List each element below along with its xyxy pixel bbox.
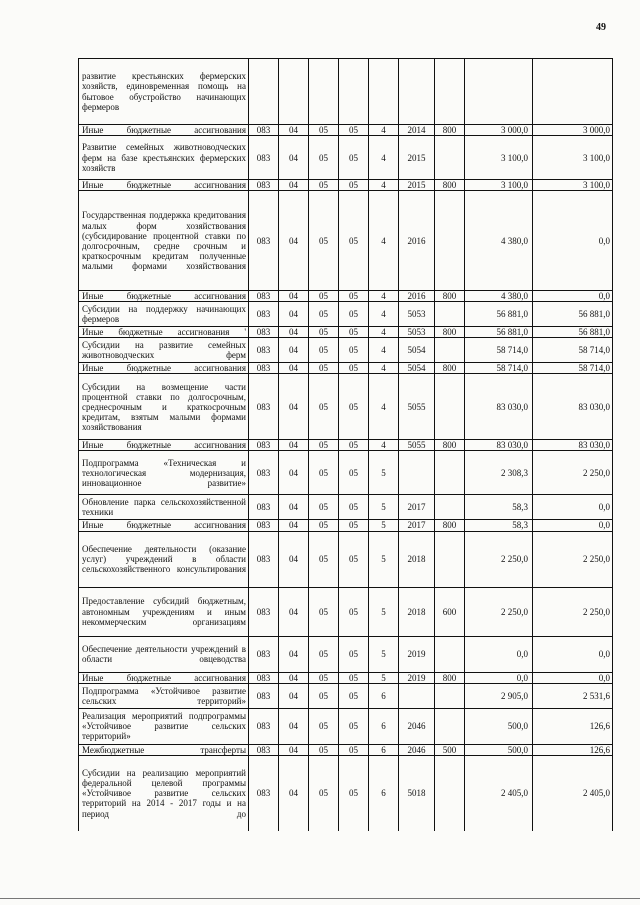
cell-program-code: 05 xyxy=(339,451,369,495)
cell-subsection-code: 05 xyxy=(309,191,339,291)
cell-subsection-code: 05 xyxy=(309,520,339,531)
cell-amount: 0,0 xyxy=(465,636,533,672)
cell-amount: 0,0 xyxy=(465,672,533,683)
cell-expense-type-code: 800 xyxy=(435,520,465,531)
cell-section-code: 04 xyxy=(279,302,309,327)
cell-section-code: 04 xyxy=(279,327,309,338)
cell-subprogram-code: 4 xyxy=(369,125,399,136)
cell-ministry-code: 083 xyxy=(249,744,279,755)
cell-activity-code xyxy=(399,59,435,125)
cell-subsection-code: 05 xyxy=(309,672,339,683)
cell-ministry-code: 083 xyxy=(249,672,279,683)
cell-name: Развитие семейных животноводческих ферм на базе крестьянских фермерских хозяйств xyxy=(79,136,249,180)
cell-activity-code: 5053 xyxy=(399,302,435,327)
cell-ministry-code: 083 xyxy=(249,136,279,180)
table-row xyxy=(79,636,613,672)
cell-name: Иные бюджетные ассигнования ' xyxy=(79,327,249,338)
cell-activity-code: 2017 xyxy=(399,495,435,520)
cell-program-code: 05 xyxy=(339,587,369,636)
cell-ministry-code: 083 xyxy=(249,374,279,440)
cell-section-code: 04 xyxy=(279,338,309,363)
cell-subprogram-code: 5 xyxy=(369,520,399,531)
cell-subsection-code: 05 xyxy=(309,338,339,363)
cell-subsection-code xyxy=(309,59,339,125)
cell-program-code: 05 xyxy=(339,327,369,338)
cell-activity-code: 2018 xyxy=(399,587,435,636)
cell-plan: 56 881,0 xyxy=(533,327,613,338)
cell-expense-type-code xyxy=(435,374,465,440)
table-row xyxy=(79,125,613,136)
cell-program-code: 05 xyxy=(339,363,369,374)
cell-subprogram-code: 5 xyxy=(369,636,399,672)
cell-subprogram-code: 4 xyxy=(369,440,399,451)
cell-section-code: 04 xyxy=(279,672,309,683)
cell-amount: 3 100,0 xyxy=(465,180,533,191)
cell-expense-type-code: 500 xyxy=(435,744,465,755)
cell-subprogram-code: 4 xyxy=(369,327,399,338)
table-row xyxy=(79,451,613,495)
cell-name: Иные бюджетные ассигнования xyxy=(79,672,249,683)
cell-ministry-code: 083 xyxy=(249,755,279,831)
cell-activity-code: 5054 xyxy=(399,363,435,374)
cell-plan: 58 714,0 xyxy=(533,363,613,374)
cell-activity-code: 2046 xyxy=(399,708,435,744)
cell-expense-type-code: 600 xyxy=(435,587,465,636)
cell-subsection-code: 05 xyxy=(309,708,339,744)
cell-expense-type-code: 800 xyxy=(435,327,465,338)
cell-subprogram-code: 4 xyxy=(369,191,399,291)
cell-subprogram-code: 5 xyxy=(369,495,399,520)
cell-plan: 2 250,0 xyxy=(533,587,613,636)
table-row xyxy=(79,191,613,291)
cell-activity-code: 2015 xyxy=(399,136,435,180)
cell-activity-code: 2019 xyxy=(399,672,435,683)
table-row xyxy=(79,672,613,683)
cell-subprogram-code: 6 xyxy=(369,744,399,755)
table-row xyxy=(79,683,613,708)
cell-expense-type-code: 800 xyxy=(435,291,465,302)
cell-section-code: 04 xyxy=(279,755,309,831)
cell-name: Обновление парка сельскохозяйственной техники xyxy=(79,495,249,520)
cell-section-code: 04 xyxy=(279,191,309,291)
cell-subsection-code: 05 xyxy=(309,744,339,755)
cell-expense-type-code xyxy=(435,451,465,495)
table-row xyxy=(79,520,613,531)
cell-program-code: 05 xyxy=(339,744,369,755)
cell-program-code: 05 xyxy=(339,636,369,672)
cell-ministry-code: 083 xyxy=(249,495,279,520)
table-row xyxy=(79,363,613,374)
cell-ministry-code: 083 xyxy=(249,520,279,531)
cell-name: Иные бюджетные ассигнования xyxy=(79,363,249,374)
cell-subsection-code: 05 xyxy=(309,327,339,338)
cell-name: Иные бюджетные ассигнования xyxy=(79,440,249,451)
cell-subprogram-code: 4 xyxy=(369,338,399,363)
cell-name: Подпрограмма «Устойчивое развитие сельских территорий» xyxy=(79,683,249,708)
cell-amount: 4 380,0 xyxy=(465,291,533,302)
cell-plan: 0,0 xyxy=(533,672,613,683)
cell-subprogram-code: 4 xyxy=(369,363,399,374)
cell-amount: 2 250,0 xyxy=(465,587,533,636)
cell-expense-type-code xyxy=(435,495,465,520)
cell-name: Иные бюджетные ассигнования xyxy=(79,520,249,531)
cell-ministry-code: 083 xyxy=(249,338,279,363)
cell-subprogram-code: 5 xyxy=(369,451,399,495)
cell-expense-type-code xyxy=(435,755,465,831)
cell-subprogram-code: 6 xyxy=(369,708,399,744)
cell-expense-type-code: 800 xyxy=(435,672,465,683)
cell-amount: 58 714,0 xyxy=(465,338,533,363)
cell-program-code: 05 xyxy=(339,302,369,327)
cell-plan: 56 881,0 xyxy=(533,302,613,327)
cell-name: Субсидии на поддержку начинающих фермеров xyxy=(79,302,249,327)
cell-section-code: 04 xyxy=(279,495,309,520)
cell-ministry-code: 083 xyxy=(249,531,279,587)
cell-plan: 0,0 xyxy=(533,520,613,531)
table-row xyxy=(79,59,613,125)
cell-program-code: 05 xyxy=(339,125,369,136)
cell-plan xyxy=(533,59,613,125)
cell-amount: 2 308,3 xyxy=(465,451,533,495)
cell-ministry-code: 083 xyxy=(249,302,279,327)
cell-name: Иные бюджетные ассигнования xyxy=(79,291,249,302)
cell-program-code: 05 xyxy=(339,531,369,587)
cell-subsection-code: 05 xyxy=(309,587,339,636)
cell-ministry-code: 083 xyxy=(249,363,279,374)
cell-expense-type-code xyxy=(435,136,465,180)
cell-program-code: 05 xyxy=(339,440,369,451)
cell-section-code: 04 xyxy=(279,683,309,708)
cell-plan: 83 030,0 xyxy=(533,374,613,440)
cell-expense-type-code: 800 xyxy=(435,125,465,136)
cell-expense-type-code: 800 xyxy=(435,363,465,374)
cell-subprogram-code: 6 xyxy=(369,755,399,831)
cell-plan: 126,6 xyxy=(533,708,613,744)
cell-section-code: 04 xyxy=(279,636,309,672)
cell-section-code: 04 xyxy=(279,291,309,302)
cell-plan: 2 405,0 xyxy=(533,755,613,831)
cell-subprogram-code: 5 xyxy=(369,587,399,636)
cell-activity-code xyxy=(399,451,435,495)
cell-section-code: 04 xyxy=(279,374,309,440)
cell-plan: 3 100,0 xyxy=(533,136,613,180)
cell-amount: 500,0 xyxy=(465,744,533,755)
cell-amount: 500,0 xyxy=(465,708,533,744)
cell-section-code: 04 xyxy=(279,520,309,531)
table-row xyxy=(79,495,613,520)
cell-section-code: 04 xyxy=(279,440,309,451)
cell-ministry-code: 083 xyxy=(249,191,279,291)
cell-amount: 2 405,0 xyxy=(465,755,533,831)
cell-subsection-code: 05 xyxy=(309,683,339,708)
cell-subsection-code: 05 xyxy=(309,755,339,831)
cell-amount: 83 030,0 xyxy=(465,374,533,440)
table-row xyxy=(79,440,613,451)
cell-name: Реализация мероприятий подпрограммы «Устойчивое развитие сельских территорий» xyxy=(79,708,249,744)
cell-plan: 126,6 xyxy=(533,744,613,755)
cell-ministry-code: 083 xyxy=(249,327,279,338)
cell-subsection-code: 05 xyxy=(309,636,339,672)
cell-subsection-code: 05 xyxy=(309,180,339,191)
cell-plan: 0,0 xyxy=(533,495,613,520)
cell-program-code: 05 xyxy=(339,180,369,191)
cell-name: Субсидии на развитие семейных животноводческих ферм xyxy=(79,338,249,363)
cell-expense-type-code xyxy=(435,59,465,125)
table-row xyxy=(79,587,613,636)
cell-plan: 3 000,0 xyxy=(533,125,613,136)
cell-subsection-code: 05 xyxy=(309,451,339,495)
cell-subsection-code: 05 xyxy=(309,495,339,520)
cell-name: Подпрограмма «Техническая и технологическая модернизация, инновационное развитие» xyxy=(79,451,249,495)
table-row xyxy=(79,744,613,755)
cell-expense-type-code xyxy=(435,191,465,291)
page-number: 49 xyxy=(596,22,606,33)
cell-activity-code: 5053 xyxy=(399,327,435,338)
cell-plan: 3 100,0 xyxy=(533,180,613,191)
cell-expense-type-code xyxy=(435,338,465,363)
cell-program-code: 05 xyxy=(339,708,369,744)
cell-amount: 58 714,0 xyxy=(465,363,533,374)
cell-activity-code: 5055 xyxy=(399,440,435,451)
cell-plan: 58 714,0 xyxy=(533,338,613,363)
cell-amount: 2 250,0 xyxy=(465,531,533,587)
cell-name: Обеспечение деятельности (оказание услуг) учреждений в области сельскохозяйственного консультирования xyxy=(79,531,249,587)
cell-name: развитие крестьянских фермерских хозяйств, единовременная помощь на бытовое обустройство начинающих фермеров xyxy=(79,59,249,125)
cell-program-code: 05 xyxy=(339,495,369,520)
table-body xyxy=(79,59,613,832)
cell-name: Иные бюджетные ассигнования xyxy=(79,180,249,191)
cell-section-code: 04 xyxy=(279,744,309,755)
cell-activity-code: 2019 xyxy=(399,636,435,672)
cell-expense-type-code xyxy=(435,708,465,744)
cell-program-code: 05 xyxy=(339,520,369,531)
cell-expense-type-code xyxy=(435,636,465,672)
cell-activity-code: 2018 xyxy=(399,531,435,587)
cell-name: Иные бюджетные ассигнования xyxy=(79,125,249,136)
cell-amount: 58,3 xyxy=(465,520,533,531)
cell-subprogram-code: 4 xyxy=(369,291,399,302)
cell-amount: 3 000,0 xyxy=(465,125,533,136)
cell-amount: 2 905,0 xyxy=(465,683,533,708)
cell-ministry-code: 083 xyxy=(249,636,279,672)
cell-program-code: 05 xyxy=(339,136,369,180)
cell-section-code: 04 xyxy=(279,531,309,587)
cell-subsection-code: 05 xyxy=(309,291,339,302)
cell-program-code: 05 xyxy=(339,683,369,708)
cell-plan: 0,0 xyxy=(533,636,613,672)
cell-expense-type-code xyxy=(435,683,465,708)
cell-amount: 56 881,0 xyxy=(465,302,533,327)
cell-program-code xyxy=(339,59,369,125)
cell-name: Предоставление субсидий бюджетным, автономным учреждениям и иным некоммерческим организациям xyxy=(79,587,249,636)
table-row xyxy=(79,180,613,191)
cell-ministry-code: 083 xyxy=(249,683,279,708)
cell-amount xyxy=(465,59,533,125)
cell-name: Субсидии на реализацию мероприятий федеральной целевой программы «Устойчивое развитие сельских территорий на 2014 - 2017 годы и на период до xyxy=(79,755,249,831)
cell-program-code: 05 xyxy=(339,291,369,302)
cell-subprogram-code xyxy=(369,59,399,125)
cell-amount: 58,3 xyxy=(465,495,533,520)
cell-activity-code: 5018 xyxy=(399,755,435,831)
cell-program-code: 05 xyxy=(339,191,369,291)
cell-ministry-code: 083 xyxy=(249,440,279,451)
cell-subsection-code: 05 xyxy=(309,374,339,440)
table-row xyxy=(79,302,613,327)
cell-activity-code: 2016 xyxy=(399,291,435,302)
cell-subprogram-code: 4 xyxy=(369,302,399,327)
budget-table xyxy=(78,58,613,831)
cell-subprogram-code: 4 xyxy=(369,136,399,180)
cell-amount: 83 030,0 xyxy=(465,440,533,451)
cell-ministry-code: 083 xyxy=(249,125,279,136)
cell-amount: 4 380,0 xyxy=(465,191,533,291)
table-row xyxy=(79,708,613,744)
cell-expense-type-code: 800 xyxy=(435,180,465,191)
cell-activity-code: 2014 xyxy=(399,125,435,136)
cell-section-code: 04 xyxy=(279,136,309,180)
cell-section-code: 04 xyxy=(279,587,309,636)
cell-section-code xyxy=(279,59,309,125)
cell-program-code: 05 xyxy=(339,672,369,683)
table-row xyxy=(79,136,613,180)
cell-subsection-code: 05 xyxy=(309,136,339,180)
cell-expense-type-code xyxy=(435,302,465,327)
cell-expense-type-code xyxy=(435,531,465,587)
cell-activity-code: 2017 xyxy=(399,520,435,531)
cell-plan: 0,0 xyxy=(533,191,613,291)
cell-subprogram-code: 5 xyxy=(369,531,399,587)
cell-subsection-code: 05 xyxy=(309,531,339,587)
cell-ministry-code: 083 xyxy=(249,291,279,302)
cell-plan: 2 250,0 xyxy=(533,531,613,587)
bottom-rule xyxy=(0,898,640,899)
cell-activity-code xyxy=(399,683,435,708)
cell-section-code: 04 xyxy=(279,708,309,744)
cell-plan: 0,0 xyxy=(533,291,613,302)
cell-program-code: 05 xyxy=(339,374,369,440)
cell-amount: 3 100,0 xyxy=(465,136,533,180)
table-row xyxy=(79,531,613,587)
cell-plan: 2 531,6 xyxy=(533,683,613,708)
cell-ministry-code: 083 xyxy=(249,708,279,744)
table-row xyxy=(79,374,613,440)
cell-expense-type-code: 800 xyxy=(435,440,465,451)
cell-name: Межбюджетные трансферты xyxy=(79,744,249,755)
cell-subsection-code: 05 xyxy=(309,125,339,136)
cell-ministry-code xyxy=(249,59,279,125)
cell-name: Обеспечение деятельности учреждений в области овцеводства xyxy=(79,636,249,672)
cell-subprogram-code: 4 xyxy=(369,374,399,440)
table-row xyxy=(79,338,613,363)
cell-program-code: 05 xyxy=(339,338,369,363)
cell-program-code: 05 xyxy=(339,755,369,831)
cell-plan: 2 250,0 xyxy=(533,451,613,495)
cell-activity-code: 5054 xyxy=(399,338,435,363)
cell-section-code: 04 xyxy=(279,125,309,136)
cell-section-code: 04 xyxy=(279,363,309,374)
cell-name: Государственная поддержка кредитования малых форм хозяйствования (субсидирование процентной ставки по долгосрочным, средне срочным и краткосрочным кредитам полученные малыми формами хозяйствования xyxy=(79,191,249,291)
cell-subprogram-code: 4 xyxy=(369,180,399,191)
cell-ministry-code: 083 xyxy=(249,180,279,191)
cell-name: Субсидии на возмещение части процентной ставки по долгосрочным, среднесрочным и краткосрочным кредитам, взятым малыми формами хозяйствования xyxy=(79,374,249,440)
cell-ministry-code: 083 xyxy=(249,587,279,636)
cell-subprogram-code: 6 xyxy=(369,683,399,708)
cell-section-code: 04 xyxy=(279,180,309,191)
cell-activity-code: 2046 xyxy=(399,744,435,755)
cell-ministry-code: 083 xyxy=(249,451,279,495)
cell-amount: 56 881,0 xyxy=(465,327,533,338)
table-row xyxy=(79,755,613,831)
cell-plan: 83 030,0 xyxy=(533,440,613,451)
table-row xyxy=(79,327,613,338)
cell-subprogram-code: 5 xyxy=(369,672,399,683)
cell-subsection-code: 05 xyxy=(309,302,339,327)
cell-activity-code: 5055 xyxy=(399,374,435,440)
cell-activity-code: 2016 xyxy=(399,191,435,291)
table-row xyxy=(79,291,613,302)
cell-subsection-code: 05 xyxy=(309,440,339,451)
cell-section-code: 04 xyxy=(279,451,309,495)
cell-activity-code: 2015 xyxy=(399,180,435,191)
cell-subsection-code: 05 xyxy=(309,363,339,374)
